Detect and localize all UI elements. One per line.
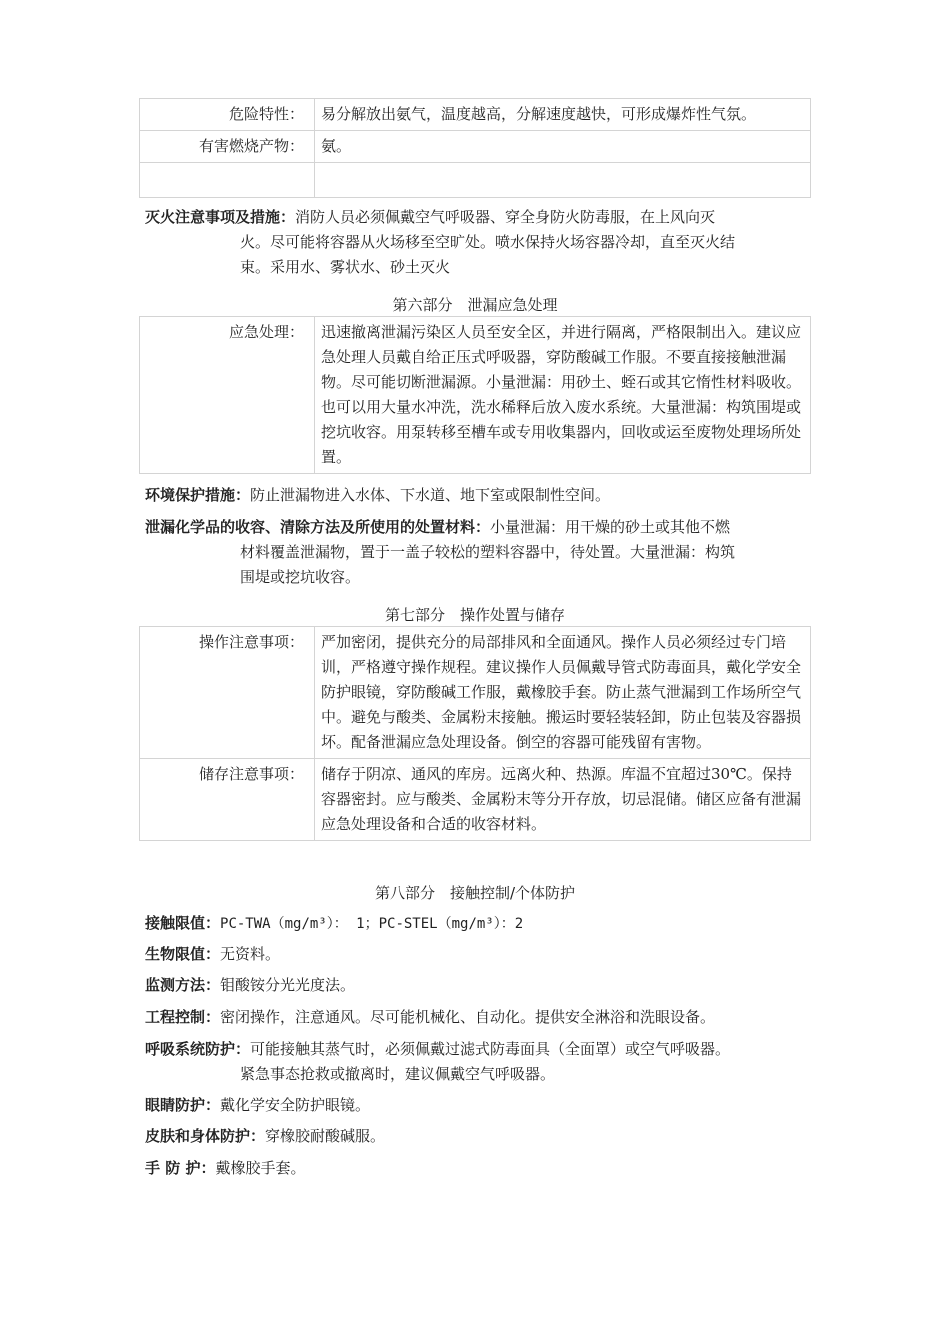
eye-protection	[145, 1093, 805, 1118]
spill-text: 围堤或挖坑收容。	[240, 568, 361, 586]
firefighting-text: 火。尽可能将容器从火场移至空旷处。喷水保持火场容器冷却，直至灭火结	[240, 233, 736, 251]
limit-key: 接触限值：	[145, 914, 221, 932]
spill-text: 材料覆盖泄漏物，置于一盖子较松的塑料容器中，待处置。大量泄漏：构筑	[240, 543, 736, 561]
combustion-products-value: 氨。	[315, 131, 811, 163]
eng-key: 工程控制：	[145, 1008, 221, 1026]
hand-key: 手 防 护：	[145, 1159, 216, 1177]
emergency-value: 迅速撤离泄漏污染区人员至安全区，并进行隔离，严格限制出入。建议应急处理人员戴自给正压式呼吸器，穿防酸碱工作服。不要直接接触泄漏物。尽可能切断泄漏源。小量泄漏：用砂土、蛭石或其它惰性材料吸收。也可以用大量水冲洗，洗水稀释后放入废水系统。大量泄漏：构筑围堤或挖坑收容。用泵转移至槽车或专用收集器内，回收或运至废物处理场所处置。	[315, 317, 811, 474]
fire-hazard-table	[139, 98, 811, 198]
table-row	[140, 131, 811, 163]
eye-key: 眼睛防护：	[145, 1096, 221, 1114]
skin-value: 穿橡胶耐酸碱服。	[265, 1127, 386, 1145]
env-protection	[145, 483, 805, 508]
hazard-value: 易分解放出氨气，温度越高，分解速度越快，可形成爆炸性气氛。	[315, 99, 811, 131]
section-7-title: 第七部分 操作处置与储存	[384, 606, 565, 624]
firefighting-text: 消防人员必须佩戴空气呼吸器、穿全身防火防毒服，在上风向灭	[295, 208, 716, 226]
env-value: 防止泄漏物进入水体、下水道、地下室或限制性空间。	[250, 486, 611, 504]
exposure-limit	[145, 911, 805, 937]
table-row	[140, 163, 811, 198]
eye-value: 戴化学安全防护眼镜。	[220, 1096, 371, 1114]
table-row	[140, 317, 811, 474]
firefighting-paragraph	[145, 205, 805, 280]
eng-value: 密闭操作，注意通风。尽可能机械化、自动化。提供安全淋浴和洗眼设备。	[220, 1008, 716, 1026]
emergency-table	[139, 316, 811, 474]
skin-protection	[145, 1124, 805, 1149]
storage-value: 储存于阴凉、通风的库房。远离火种、热源。库温不宜超过30℃。保持容器密封。应与酸类、金属粉末等分开存放，切忌混储。储区应备有泄漏应急处理设备和合适的收容材料。	[315, 759, 811, 841]
skin-key: 皮肤和身体防护：	[145, 1127, 266, 1145]
resp-value: 可能接触其蒸气时，必须佩戴过滤式防毒面具（全面罩）或空气呼吸器。	[250, 1040, 731, 1058]
spill-key: 泄漏化学品的收容、清除方法及所使用的处置材料：	[145, 518, 491, 536]
handling-storage-table	[139, 626, 811, 841]
resp-value: 紧急事态抢救或撤离时，建议佩戴空气呼吸器。	[240, 1065, 556, 1083]
spill-text: 小量泄漏：用干燥的砂土或其他不燃	[490, 518, 731, 536]
bio-key: 生物限值：	[145, 945, 221, 963]
env-key: 环境保护措施：	[145, 486, 251, 504]
handling-label: 操作注意事项：	[140, 627, 315, 759]
resp-key: 呼吸系统防护：	[145, 1040, 251, 1058]
handling-value: 严加密闭，提供充分的局部排风和全面通风。操作人员必须经过专门培训，严格遵守操作规程。建议操作人员佩戴导管式防毒面具，戴化学安全防护眼镜，穿防酸碱工作服，戴橡胶手套。防止蒸气泄漏到工作场所空气中。避免与酸类、金属粉末接触。搬运时要轻装轻卸，防止包装及容器损坏。配备泄漏应急处理设备。倒空的容器可能残留有害物。	[315, 627, 811, 759]
firefighting-key: 灭火注意事项及措施：	[145, 208, 296, 226]
hazard-label: 危险特性：	[140, 99, 315, 131]
monitor-key: 监测方法：	[145, 976, 221, 994]
monitor-value: 钼酸铵分光光度法。	[220, 976, 356, 994]
bio-limit	[145, 942, 805, 967]
section-8-title: 第八部分 接触控制/个体防护	[374, 884, 576, 902]
bio-value: 无资料。	[220, 945, 281, 963]
hand-value: 戴橡胶手套。	[215, 1159, 306, 1177]
emergency-label: 应急处理：	[140, 317, 315, 474]
respiratory-protection	[145, 1037, 805, 1087]
storage-label: 储存注意事项：	[140, 759, 315, 841]
limit-value: PC-TWA（mg/m³）： 1；PC-STEL（mg/m³）：2	[220, 916, 524, 932]
combustion-products-label: 有害燃烧产物：	[140, 131, 315, 163]
spill-paragraph	[145, 515, 805, 590]
firefighting-text: 束。采用水、雾状水、砂土灭火	[240, 258, 451, 276]
table-row	[140, 759, 811, 841]
empty-cell	[315, 163, 811, 198]
hand-protection	[145, 1156, 805, 1181]
monitoring-method	[145, 973, 805, 998]
table-row	[140, 627, 811, 759]
engineering-control	[145, 1005, 805, 1030]
table-row	[140, 99, 811, 131]
section-6-title: 第六部分 泄漏应急处理	[392, 296, 558, 314]
empty-cell	[140, 163, 315, 198]
